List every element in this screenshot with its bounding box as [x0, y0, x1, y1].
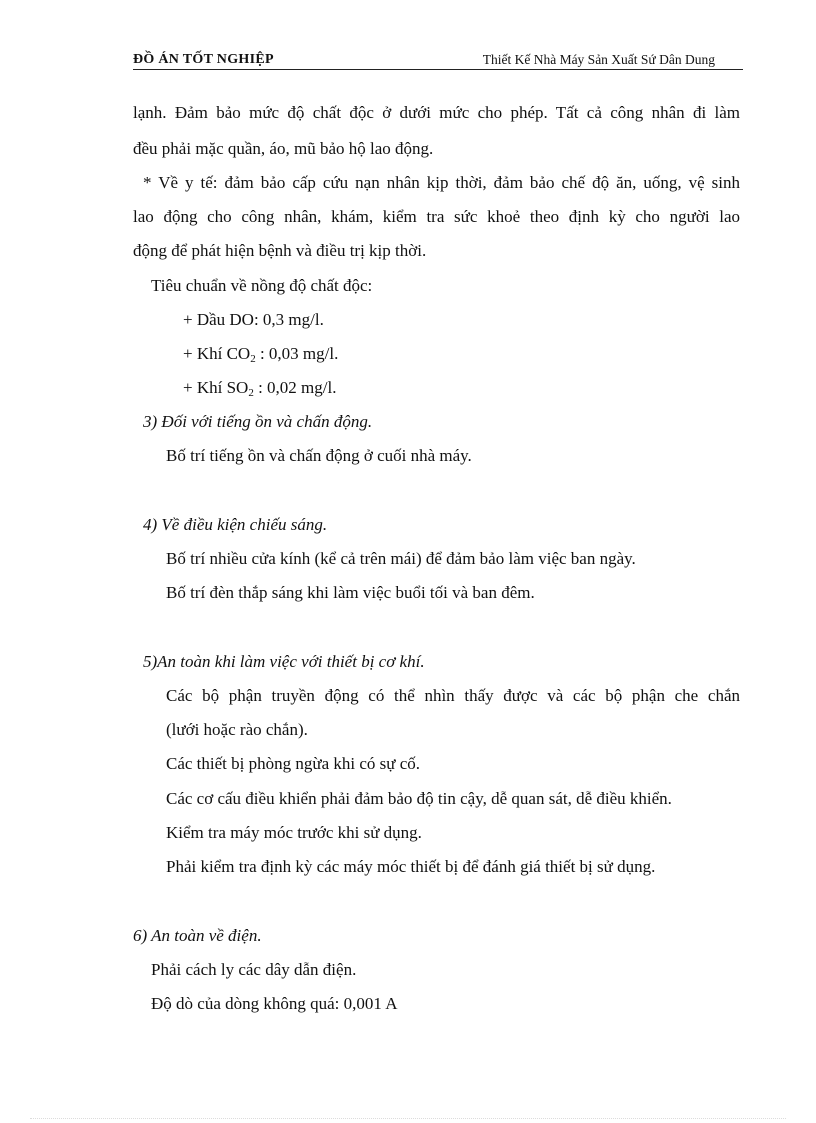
paragraph-line: * Về y tế: đảm bảo cấp cứu nạn nhân kịp thời, đảm bảo chế độ ăn, uống, vệ sinh [143, 173, 740, 192]
paragraph-line: Độ dò của dòng không quá: 0,001 A [151, 994, 398, 1013]
paragraph-line: Các bộ phận truyền động có thể nhìn thấy được và các bộ phận che chắn [166, 686, 740, 705]
paragraph-line: Bố trí đèn thắp sáng khi làm việc buổi tối và ban đêm. [166, 583, 535, 602]
paragraph-line: lao động cho công nhân, khám, kiểm tra sức khoẻ theo định kỳ cho người lao [133, 207, 740, 226]
footer-divider [30, 1118, 786, 1119]
paragraph-line: Bố trí tiếng ồn và chấn động ở cuối nhà máy. [166, 446, 472, 465]
section-heading: 4) Về điều kiện chiếu sáng. [143, 515, 328, 534]
paragraph-line: Các thiết bị phòng ngừa khi có sự cố. [166, 754, 421, 773]
section-heading: 5)An toàn khi làm việc với thiết bị cơ khí. [143, 652, 425, 671]
section-heading: 6) An toàn về điện. [133, 926, 262, 945]
paragraph-line: Phải kiểm tra định kỳ các máy móc thiết bị để đánh giá thiết bị sử dụng. [166, 857, 656, 876]
paragraph-line: (lưới hoặc rào chắn). [166, 720, 308, 739]
paragraph-line: đều phải mặc quần, áo, mũ bảo hộ lao động. [133, 139, 434, 158]
section-heading: 3) Đối với tiếng ồn và chấn động. [143, 412, 373, 431]
paragraph-line: lạnh. Đảm bảo mức độ chất độc ở dưới mức cho phép. Tất cả công nhân đi làm [133, 103, 740, 122]
header-project-title: Thiết Kế Nhà Máy Sản Xuất Sứ Dân Dung [482, 52, 715, 67]
paragraph-line: Kiểm tra máy móc trước khi sử dụng. [166, 823, 422, 842]
paragraph-line: Bố trí nhiều cửa kính (kể cả trên mái) để đảm bảo làm việc ban ngày. [166, 549, 636, 568]
standard-item: + Khí $SO_2$ : 0,02 mg/l. [183, 378, 337, 399]
standard-item: + Khí $CO_2$ : 0,03 mg/l. [183, 344, 339, 365]
paragraph-line: Các cơ cấu điều khiển phải đảm bảo độ tin cậy, dễ quan sát, dễ điều khiển. [166, 789, 672, 808]
paragraph-line: Phải cách ly các dây dẫn điện. [151, 960, 357, 979]
standards-intro: Tiêu chuẩn về nồng độ chất độc: [151, 276, 373, 295]
page-header [133, 51, 743, 70]
paragraph-line: động để phát hiện bệnh và điều trị kịp thời. [133, 241, 427, 260]
header-thesis-title: ĐỒ ÁN TỐT NGHIỆP [133, 52, 274, 67]
standard-item: + Dầu DO: 0,3 mg/l. [183, 310, 324, 329]
